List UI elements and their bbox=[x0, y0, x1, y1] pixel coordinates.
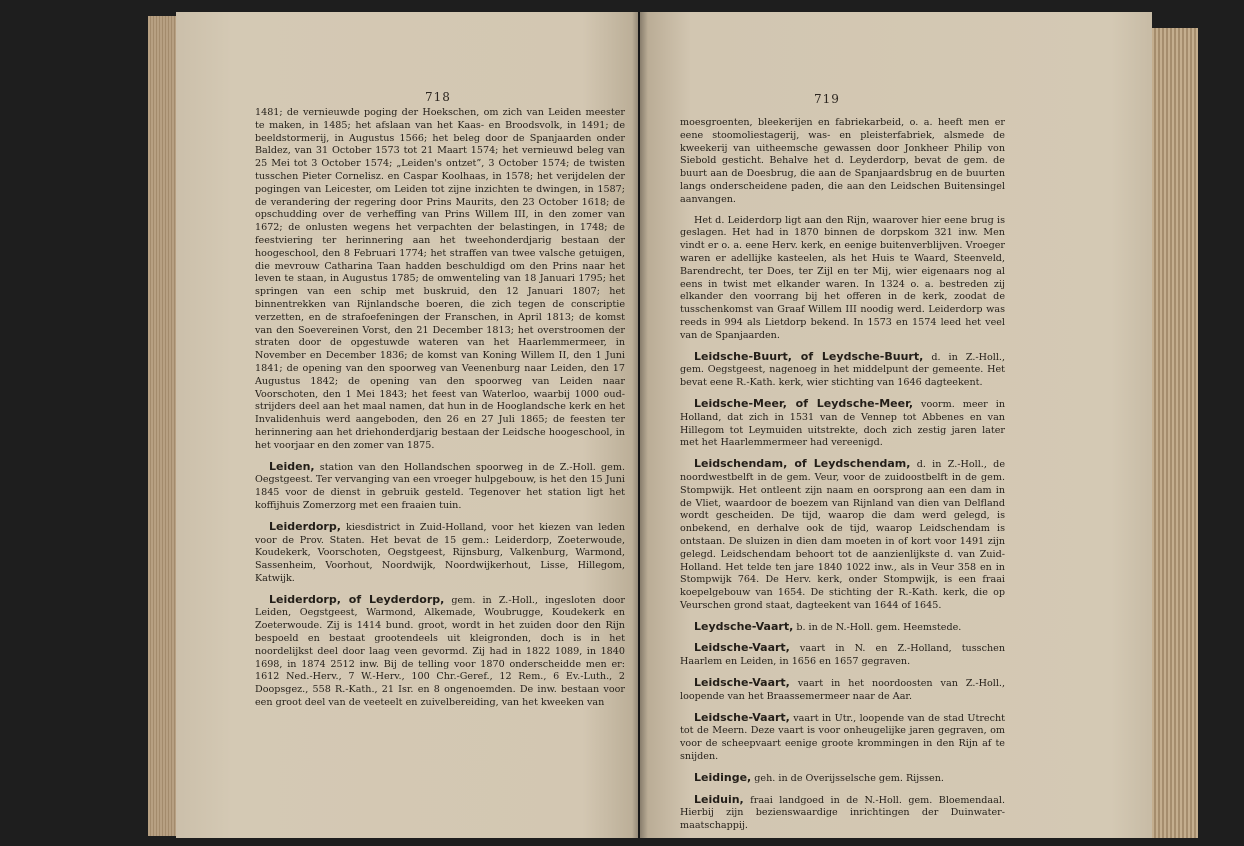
entry-text: vaart in N. en Z.-Holland, tusschen Haarlem en Leiden, in 1656 en 1657 gegraven. bbox=[680, 643, 1005, 668]
entry-leidsche-meer bbox=[680, 398, 1005, 450]
paragraph-text: moesgroenten, bleekerijen en fabriekarbeid, o. a. heeft men er eene stoomoliestagerij, was- en pleisterfabriek, alsmede de kweekerij van uitheemsche gewassen door Jonkheer Philip von Siebold gesticht. Behalve het d. Leyderdorp, bevat de gem. de buurt aan de Doesbrug, die aan de Spanjaardsbrug en de buurten langs onderscheidene paden, die aan den Leidschen Buitensingel aanvangen. bbox=[680, 117, 1005, 205]
paragraph bbox=[680, 215, 1005, 343]
entry-text: voorm. meer in Holland, dat zich in 1531 van de Vennep tot Abbenes en van Hillegom tot Leymuiden uitstrekte, doch zich zestig jaren later met het Haarlemmermeer had vereenigd. bbox=[680, 398, 1005, 449]
entry-leidsche-vaart-1 bbox=[680, 642, 1005, 669]
entry-text: vaart in het noordoosten van Z.-Holl., loopende van het Braassemermeer naar de Aar. bbox=[680, 678, 1005, 702]
entry-text: vaart in Utr., loopende van de stad Utrecht tot de Meern. Deze vaart is voor onheugelijke jaren gegraven, om voor de scheepvaart eenige groote krommingen in den Rijn af te snijden. bbox=[680, 712, 1005, 763]
right-column bbox=[680, 117, 1005, 841]
entry-keyword: Leiderdorp, of Leyderdorp, bbox=[269, 592, 445, 606]
entry-keyword: Leidsche-Meer, of Leydsche-Meer, bbox=[694, 396, 914, 410]
entry-text: d. in Z.-Holl., gem. Oegstgeest, nagenoeg in het middelpunt der gemeente. Het bevat eene R.-Kath. kerk, wier stichting van 1646 dagteekent. bbox=[680, 351, 1005, 389]
entry-leiderdorp-district bbox=[255, 521, 625, 586]
entry-text: gem. in Z.-Holl., ingesloten door Leiden, Oegstgeest, Warmond, Alkemade, Woubrugge, Koudekerk en Zoeterwoude. Zij is 1414 bund. groot, wordt in het zuiden door den Rijn bespoeld en bestaat grootendeels uit kleigronden, doch is in het noordelijkst deel door laag veen gevormd. Zij had in 1822 1089, in 1840 1698, in 1874 2512 inw. Bij de telling voor 1870 onderscheidde men er: 1612 Ned.-Herv., 7 W.-Herv., 100 Chr.-Geref., 12 Rem., 6 Ev.-Luth., 2 Doopsgez., 558 R.-Kath., 21 Isr. en 8 ongenoemden. De inw. bestaan voor een groot deel van de veeteelt en zuivelbereiding, van het kweeken van bbox=[255, 594, 625, 709]
entry-leidschendam bbox=[680, 458, 1005, 613]
book-gutter bbox=[632, 12, 648, 838]
entry-leydsche-vaart bbox=[680, 621, 1005, 635]
entry-leidsche-vaart-3 bbox=[680, 712, 1005, 764]
entry-leiduin bbox=[680, 794, 1005, 833]
entry-text: station van den Hollandschen spoorweg in de Z.-Holl. gem. Oegstgeest. Ter vervanging van een vroeger hulpgebouw, is het den 15 Juni 1845 voor de dienst in gebruik gesteld. Tegenover het station ligt het koffijhuis Zomerzorg met een fraaien tuin. bbox=[255, 461, 625, 511]
entry-keyword: Leidsche-Vaart, bbox=[694, 641, 790, 655]
entry-keyword: Leidschendam, of Leydschendam, bbox=[694, 457, 911, 471]
entry-leiderdorp-gem bbox=[255, 594, 625, 710]
entry-text: geh. in de Overijsselsche gem. Rijssen. bbox=[751, 772, 944, 784]
entry-text: kiesdistrict in Zuid-Holland, voor het kiezen van leden voor de Prov. Staten. Het bevat de 15 gem.: Leiderdorp, Zoeterwoude, Koudekerk, Voorschoten, Oegstgeest, Rijnsburg, Valkenburg, Warmond, Sassenheim, Voorhout, Noordwijk, Noordwijkerhout, Lisse, Hillegom, Katwijk. bbox=[255, 521, 625, 584]
entry-leiden-station bbox=[255, 461, 625, 513]
book-edge-right bbox=[1150, 28, 1198, 838]
paragraph-text: 1481; de vernieuwde poging der Hoekschen, om zich van Leiden meester te maken, in 1485; het afslaan van het Kaas- en Broodsvolk, in 1491; de beeldstormerij, in Augustus 1566; het beleg door de Spanjaarden onder Baldez, van 31 October 1573 tot 21 Maart 1574; het vernieuwd beleg van 25 Mei tot 3 October 1574; „Leiden's ontzet”, 3 October 1574; de twisten tusschen Pieter Cornelisz. en Caspar Koolhaas, in 1578; het verijdelen der pogingen van Leicester, om Leiden tot zijne inzichten te dwingen, in 1587; de verandering der regering door Prins Maurits, den 23 October 1618; de opschudding over de verheffing van Prins Willem III, in den zomer van 1672; de onlusten wegens het verpachten der belastingen, in 1748; de feestviering ter herinnering aan het tweehonderdjarig bestaan der hoogeschool, den 8 Februari 1774; het straffen van twee valsche getuigen, die mevrouw Catharina Taan hadden beschuldigd om den Prins naar het leven te staan, in Augustus 1785; de omwenteling van 18 Januari 1795; het springen van een schip met buskruid, den 12 Januari 1807; het binnentrekken van Rijnlandsche boeren, die zich tegen de conscriptie verzetten, en de strafoefeningen der Franschen, in April 1813; de komst van den Soevereinen Vorst, den 21 December 1813; het overstroomen der straten door de opgestuwde wateren van het Haarlemmermeer, in November en December 1836; de komst van Koning Willem II, den 1 Juni 1841; de opening van den spoorweg van Veenenburg naar Leiden, den 17 Augustus 1842; de opening van den spoorweg van Leiden naar Voorschoten, den 1 Mei 1843; het feest van Waterloo, waarbij 1000 oud-strijders deel aan het maal namen, dat hun in de Hooglandsche kerk en het Invalidenhuis werd aangeboden, den 26 en 27 Juli 1865; de feesten ter herinnering aan het driehonderdjarig bestaan der Leidsche hoogeschool, in het voorjaar en den zomer van 1875. bbox=[255, 107, 625, 451]
paragraph bbox=[680, 117, 1005, 207]
entry-keyword: Leiduin, bbox=[694, 792, 744, 806]
left-column bbox=[255, 107, 625, 718]
entry-leidsche-buurt bbox=[680, 351, 1005, 390]
entry-text: b. in de N.-Holl. gem. Heemstede. bbox=[793, 621, 962, 633]
entry-text: fraai landgoed in de N.-Holl. gem. Bloemendaal. Hierbij zijn bezienswaardige inrichtingen der Duinwater-maatschappij. bbox=[680, 794, 1005, 832]
entry-keyword: Leidsche-Vaart, bbox=[694, 676, 790, 690]
entry-keyword: Leiderdorp, bbox=[269, 519, 341, 533]
entry-leidsche-vaart-2 bbox=[680, 677, 1005, 704]
entry-text: d. in Z.-Holl., de noordwestbelft in de gem. Veur, voor de zuidoostbelft in de gem. Stompwijk. Het ontleent zijn naam en oorsprong aan een dam in de Vliet, waardoor de boezem van Rijnland van dien van Delfland wordt gescheiden. De tijd, waarop die dam werd gelegd, is onbekend, en derhalve ook de tijd, waarop Leidschendam is ontstaan. De sluizen in dien dam moeten in of kort voor 1491 zijn gelegd. Leidschendam behoort tot de aanzienlijkste d. van Zuid-Holland. Het telde ten jare 1840 1022 inw., als in Veur 358 en in Stompwijk 764. De Herv. kerk, onder Stompwijk, is een fraai koepelgebouw van 1654. De stichting der R.-Kath. kerk, die op Veurschen grond staat, dagteekent van 1644 of 1645. bbox=[680, 459, 1006, 611]
entry-keyword: Leidinge, bbox=[694, 770, 752, 784]
entry-keyword: Leidsche-Vaart, bbox=[694, 710, 790, 724]
book-edge-left bbox=[148, 16, 178, 836]
page-number-right: 719 bbox=[814, 92, 840, 106]
paragraph bbox=[255, 107, 625, 453]
entry-leidinge bbox=[680, 772, 1005, 786]
entry-keyword: Leidsche-Buurt, of Leydsche-Buurt, bbox=[694, 349, 924, 363]
entry-keyword: Leiden, bbox=[269, 459, 315, 473]
entry-keyword: Leydsche-Vaart, bbox=[694, 619, 794, 633]
paragraph-text: Het d. Leiderdorp ligt aan den Rijn, waarover hier eene brug is geslagen. Het had in 1870 binnen de dorpskom 321 inw. Men vindt er o. a. eene Herv. kerk, en eenige buitenverblijven. Vroeger waren er adellijke kasteelen, als het Huis te Waard, Steenveld, Barendrecht, ter Does, ter Zijl en ter Mij, wier eigenaars nog al eens in twist met elkander waren. In 1324 o. a. bestreden zij elkander den voorrang bij het offeren in de kerk, zoodat de tusschenkomst van Graaf Willem III noodig werd. Leiderdorp was reeds in 994 als Lietdorp bekend. In 1573 en 1574 leed het veel van de Spanjaarden. bbox=[680, 214, 1005, 341]
page-number-left: 718 bbox=[425, 90, 451, 104]
